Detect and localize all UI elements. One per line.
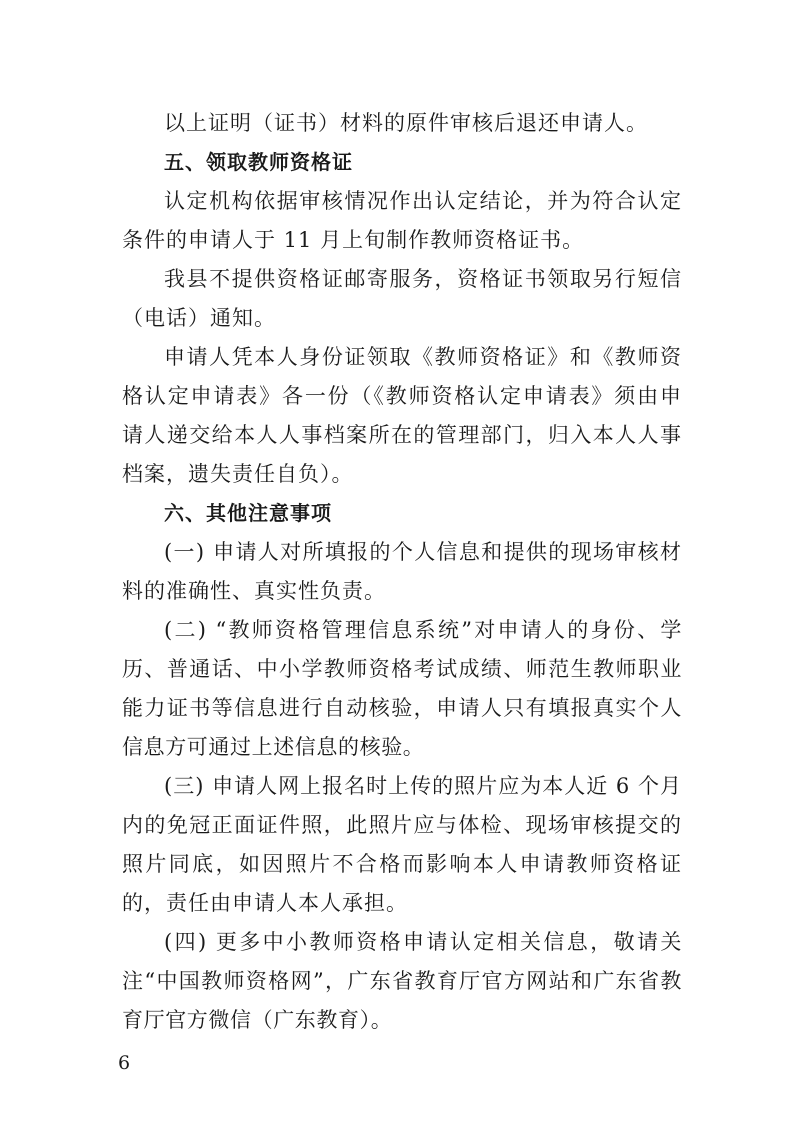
paragraph-no-mail-service: 我县不提供资格证邮寄服务，资格证书领取另行短信（电话）通知。 [122,267,682,330]
paragraph-note-2: (二) “教师资格管理信息系统”对申请人的身份、学历、普通话、中小学教师资格考试成绩、师范生教师职业能力证书等信息进行自动核验，申请人只有填报真实个人信息方可通过上述信息的核验。 [122,618,682,759]
section-heading-collect-certificate: 五、领取教师资格证 [164,150,353,174]
page-number: 6 [118,1052,131,1074]
paragraph-collection-requirements: 申请人凭本人身份证领取《教师资格证》和《教师资格认定申请表》各一份（《教师资格认定申请表》须由申请人递交给本人人事档案所在的管理部门，归入本人人事档案，遗失责任自负）。 [122,345,682,486]
paragraph-certificate-return: 以上证明（证书）材料的原件审核后退还申请人。 [164,111,648,135]
paragraph-note-1: (一) 申请人对所填报的个人信息和提供的现场审核材料的准确性、真实性负责。 [122,540,682,603]
document-body [122,104,682,1040]
paragraph-note-3: (三) 申请人网上报名时上传的照片应为本人近 6 个月内的免冠正面证件照，此照片应与体检、现场审核提交的照片同底，如因照片不合格而影响本人申请教师资格证的，责任由申请人本人承担。 [122,774,682,915]
paragraph-note-4: (四) 更多中小教师资格申请认定相关信息，敬请关注“中国教师资格网”，广东省教育厅官方网站和广东省教育厅官方微信（广东教育）。 [122,930,682,1032]
paragraph-certification-conclusion: 认定机构依据审核情况作出认定结论，并为符合认定条件的申请人于 11 月上旬制作教师资格证书。 [122,189,682,252]
section-heading-other-notes: 六、其他注意事项 [164,501,332,525]
